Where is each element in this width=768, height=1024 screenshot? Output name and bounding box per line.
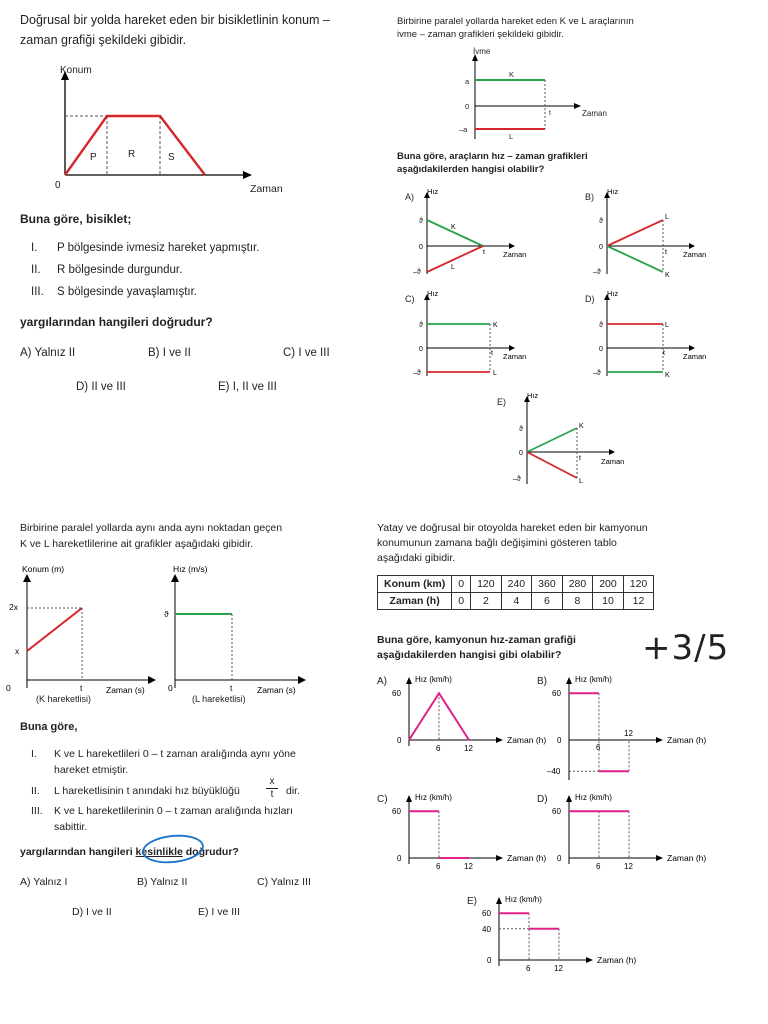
q2-option-c[interactable]: C): [405, 294, 415, 304]
q2-question-line2: aşağıdakilerden hangisi olabilir?: [397, 164, 545, 175]
q4-d-v60: 60: [552, 807, 561, 817]
q4-b-v60: 60: [552, 689, 561, 699]
q1-statement-1: P bölgesinde ivmesiz hareket yapmıştır.: [57, 242, 260, 254]
q4-a-t12: 12: [464, 744, 473, 753]
q4-option-e-graph[interactable]: [467, 890, 637, 990]
q3-option-a[interactable]: A) Yalnız I: [20, 876, 68, 888]
q4-c-t6: 6: [436, 862, 441, 871]
q4-c-v60: 60: [392, 807, 401, 817]
q2-option-e[interactable]: E): [497, 397, 506, 407]
q2-a-zero: 0: [419, 244, 423, 251]
q3-prompt: Buna göre,: [20, 721, 78, 733]
q1-option-b[interactable]: B) I ve II: [148, 347, 191, 359]
q3-l-y-label: Hız (m/s): [173, 564, 208, 574]
q2-b-zero: 0: [599, 244, 603, 251]
q3-k-x: x: [15, 646, 20, 656]
q3-option-b[interactable]: B) Yalnız II: [137, 876, 188, 888]
q4-d-zero: 0: [557, 854, 562, 863]
q2-e-zero: 0: [519, 450, 523, 457]
q2-d-y-label: Hız: [607, 289, 619, 298]
q4-table-cell: 280: [562, 576, 593, 593]
q2-a-l: L: [451, 264, 455, 271]
q4-option-c[interactable]: C): [377, 794, 388, 805]
q4-table-row-time: [378, 593, 654, 610]
q4-option-e[interactable]: E): [467, 896, 477, 907]
q1-statement-3-num: III.: [31, 286, 44, 298]
q4-a-y-label: Hız (km/h): [415, 675, 452, 684]
q3-statement-1-num: I.: [31, 748, 37, 760]
q4-e-t12: 12: [554, 964, 563, 973]
q4-b-vn40: –40: [547, 767, 561, 777]
q4-option-b-graph[interactable]: [537, 670, 707, 780]
q2-a-x-label: Zaman: [503, 250, 527, 259]
q4-table-cell: 10: [593, 593, 624, 610]
q2-d-l: L: [665, 322, 669, 329]
q1-stem-line2: zaman grafiği şekildeki gibidir.: [20, 33, 187, 47]
q4-d-y-label: Hız (km/h): [575, 793, 612, 802]
q2-b-l: L: [665, 214, 669, 221]
q2-option-c-graph[interactable]: [405, 288, 555, 380]
q1-statement-2-num: II.: [31, 264, 41, 276]
q4-stem-line2: konumunun zamana bağlı değişimini gösteren tablo: [377, 537, 617, 549]
q2-acceleration-time-graph: [445, 44, 635, 144]
q3-stem-line1: Birbirine paralel yollarda aynı anda aynı noktadan geçen: [20, 522, 283, 534]
q4-option-b[interactable]: B): [537, 676, 547, 687]
q1-region-p: P: [90, 152, 97, 163]
q3-fraction-den: t: [270, 789, 274, 800]
q2-c-v: ϑ: [419, 322, 423, 329]
q2-a-v: ϑ: [419, 218, 423, 225]
q4-table-cell: 8: [562, 593, 593, 610]
q2-a-label: a: [465, 77, 470, 86]
q4-question-line2: aşağıdakilerden hangisi gibi olabilir?: [377, 649, 562, 661]
question-2: [385, 0, 768, 500]
q2-e-x-label: Zaman: [601, 457, 625, 466]
q1-y-axis-label: Konum: [60, 65, 92, 76]
q4-c-y-arrow: [406, 795, 412, 802]
q1-region-s: S: [168, 152, 175, 163]
q2-neg-a-label: –a: [459, 125, 468, 134]
q4-table-cell: 200: [593, 576, 624, 593]
q2-option-a[interactable]: A): [405, 192, 414, 202]
q3-statement-3: K ve L hareketlilerinin 0 – t zaman aralığında hızları: [54, 805, 293, 817]
q2-d-neg-v: –ϑ: [593, 370, 601, 377]
q2-d-zero: 0: [599, 346, 603, 353]
q3-question-c: doğrudur?: [185, 846, 239, 858]
q4-b-t12: 12: [624, 729, 633, 738]
q4-d-t6: 6: [596, 862, 601, 871]
q1-position-time-graph: [0, 55, 300, 200]
q2-d-x-label: Zaman: [683, 352, 707, 361]
q2-b-t: t: [665, 249, 667, 256]
q3-statement-3-num: III.: [31, 805, 43, 817]
q4-e-x-label: Zaman (h): [597, 955, 637, 965]
question-1: [0, 0, 370, 420]
q4-c-zero: 0: [397, 854, 402, 863]
q4-table-cell: 2: [471, 593, 502, 610]
q3-statement-2-num: II.: [31, 785, 40, 797]
q4-stem-line1: Yatay ve doğrusal bir otoyolda hareket eden bir kamyonun: [377, 522, 648, 534]
q3-k-caption: (K hareketlisi): [36, 694, 92, 704]
q4-table-cell: 0: [452, 576, 471, 593]
q4-e-t6: 6: [526, 964, 531, 973]
q1-region-r: R: [128, 149, 136, 160]
q4-table-row1-label: Konum (km): [378, 576, 452, 593]
q4-option-c-graph[interactable]: [377, 788, 547, 888]
q3-statement-1b: hareket etmiştir.: [54, 764, 129, 776]
q4-option-a[interactable]: A): [377, 676, 387, 687]
q3-k-origin: 0: [6, 683, 11, 693]
q2-option-d[interactable]: D): [585, 294, 595, 304]
q4-e-y-arrow: [496, 897, 502, 904]
q2-a-y-label: Hız: [427, 187, 439, 196]
question-4: [370, 510, 768, 1020]
q3-handwritten-circle: [140, 832, 210, 868]
q2-stem-line2: ivme – zaman grafikleri şekildeki gibidir.: [397, 29, 564, 40]
q3-fraction-num: x: [266, 776, 278, 789]
q3-option-d[interactable]: D) I ve II: [72, 906, 112, 918]
q4-option-a-graph[interactable]: [377, 670, 547, 780]
q1-origin: 0: [55, 180, 61, 191]
q3-l-v: ϑ: [164, 609, 169, 619]
q3-question-a: yargılarından hangileri: [20, 846, 133, 858]
q4-e-x-arrow: [586, 957, 593, 963]
q4-d-y-arrow: [566, 795, 572, 802]
q3-fraction: [266, 776, 278, 801]
q4-b-x-arrow: [656, 737, 663, 743]
q3-question-b: kesinlikle: [135, 846, 183, 858]
q4-table-cell: 240: [501, 576, 532, 593]
q4-b-zero: 0: [557, 736, 562, 745]
q3-l-velocity-graph: [150, 560, 320, 710]
q4-a-y-arrow: [406, 677, 412, 684]
q4-stem-line3: aşağıdaki gibidir.: [377, 552, 456, 564]
q4-a-x-arrow: [496, 737, 503, 743]
q4-b-x-label: Zaman (h): [667, 735, 707, 745]
q2-e-y-label: Hız: [527, 391, 539, 400]
q2-c-k: K: [493, 322, 498, 329]
q2-stem-line1: Birbirine paralel yollarda hareket eden K ve L araçlarının: [397, 16, 634, 27]
q4-d-t12: 12: [624, 862, 633, 871]
q1-statement-3: S bölgesinde yavaşlamıştır.: [57, 286, 197, 298]
q2-e-neg-v: –ϑ: [513, 476, 521, 483]
q4-d-x-label: Zaman (h): [667, 853, 707, 863]
q4-table-cell: 0: [452, 593, 471, 610]
q1-option-d[interactable]: D) II ve III: [76, 381, 126, 393]
q4-b-y-label: Hız (km/h): [575, 675, 612, 684]
q3-k-position-graph: [0, 560, 170, 710]
q3-k-t: t: [80, 683, 83, 693]
q4-table-cell: 120: [623, 576, 654, 593]
q3-k-2x: 2x: [9, 602, 18, 612]
q4-table-row-position: [378, 576, 654, 593]
q4-c-x-label: Zaman (h): [507, 853, 547, 863]
q2-l-label: L: [509, 132, 514, 141]
q2-zero: 0: [465, 102, 470, 111]
q4-table-cell: 4: [501, 593, 532, 610]
q2-a-k: K: [451, 224, 456, 231]
q2-b-k: K: [665, 272, 670, 279]
q2-t-label: t: [549, 110, 551, 117]
q2-x-axis-label: Zaman: [582, 109, 607, 118]
q2-c-l: L: [493, 370, 497, 377]
q2-d-k: K: [665, 372, 670, 379]
q3-l-caption: (L hareketlisi): [192, 694, 246, 704]
q4-handwritten-score: +3/5: [642, 628, 730, 668]
q2-question-line1: Buna göre, araçların hız – zaman grafikleri: [397, 151, 588, 162]
q3-statement-2: L hareketlisinin t anındaki hız büyüklüğü: [54, 785, 240, 797]
q2-c-t: t: [491, 350, 493, 357]
q1-option-c[interactable]: C) I ve III: [283, 347, 330, 359]
q2-e-l: L: [579, 478, 583, 485]
q3-l-x-label: Zaman (s): [257, 685, 296, 695]
q1-question: yargılarından hangileri doğrudur?: [20, 315, 213, 329]
q4-c-t12: 12: [464, 862, 473, 871]
q4-e-v60: 60: [482, 909, 491, 919]
q4-option-d[interactable]: D): [537, 794, 548, 805]
q1-stem-line1: Doğrusal bir yolda hareket eden bir bisikletlinin konum –: [20, 13, 330, 27]
q2-e-k: K: [579, 423, 584, 430]
question-3: [0, 510, 370, 940]
q4-c-y-label: Hız (km/h): [415, 793, 452, 802]
q2-b-v: ϑ: [599, 218, 603, 225]
q2-option-a-graph[interactable]: [405, 186, 555, 278]
q4-a-series-line: [409, 693, 469, 740]
q4-option-d-graph[interactable]: [537, 788, 707, 888]
q4-data-table: [377, 575, 654, 610]
q4-table-cell: 12: [623, 593, 654, 610]
q2-option-b[interactable]: B): [585, 192, 594, 202]
q2-y-axis-label: İvme: [473, 47, 491, 56]
q1-prompt: Buna göre, bisiklet;: [20, 212, 132, 226]
q3-option-e[interactable]: E) I ve III: [198, 906, 241, 918]
q4-e-zero: 0: [487, 956, 492, 965]
q1-option-a[interactable]: A) Yalnız II: [20, 347, 76, 359]
q2-d-t: t: [663, 350, 665, 357]
q2-b-neg-v: –ϑ: [593, 269, 601, 276]
q2-e-v: ϑ: [519, 426, 523, 433]
q3-l-t: t: [230, 683, 233, 693]
q4-a-t6: 6: [436, 744, 441, 753]
q3-statement-3b: sabittir.: [54, 821, 88, 833]
q4-a-zero: 0: [397, 736, 402, 745]
q4-a-x-label: Zaman (h): [507, 735, 547, 745]
q4-e-y-label: Hız (km/h): [505, 895, 542, 904]
q2-c-neg-v: –ϑ: [413, 370, 421, 377]
q2-b-x-label: Zaman: [683, 250, 707, 259]
q2-b-y-label: Hız: [607, 187, 619, 196]
q1-statement-2: R bölgesinde durgundur.: [57, 264, 183, 276]
q1-statement-1-num: I.: [31, 242, 38, 254]
q1-option-e[interactable]: E) I, II ve III: [218, 381, 277, 393]
q3-statement-2-after: dir.: [286, 785, 301, 797]
q4-e-v40: 40: [482, 924, 491, 934]
q3-k-x-label: Zaman (s): [106, 685, 145, 695]
q2-option-b-graph[interactable]: [585, 186, 735, 278]
q2-c-zero: 0: [419, 346, 423, 353]
q2-a-t: t: [483, 249, 485, 256]
q2-k-label: K: [509, 70, 515, 79]
q4-table-row2-label: Zaman (h): [378, 593, 452, 610]
q4-question-line1: Buna göre, kamyonun hız-zaman grafiği: [377, 634, 576, 646]
q3-statement-1: K ve L hareketlileri 0 – t zaman aralığında aynı yöne: [54, 748, 296, 760]
q3-option-c[interactable]: C) Yalnız III: [257, 876, 311, 888]
q4-a-v60: 60: [392, 689, 401, 699]
q3-stem-line2: K ve L hareketlilerine ait grafikler aşağıdaki gibidir.: [20, 538, 254, 550]
q2-a-neg-v: –ϑ: [413, 269, 421, 276]
q4-table-cell: 360: [532, 576, 563, 593]
q1-x-axis-label: Zaman: [250, 183, 283, 195]
q3-l-origin: 0: [168, 683, 173, 693]
q2-option-d-graph[interactable]: [585, 288, 735, 380]
q2-option-e-graph[interactable]: [505, 390, 655, 488]
q2-c-y-label: Hız: [427, 289, 439, 298]
q4-c-x-arrow: [496, 855, 503, 861]
q2-c-x-label: Zaman: [503, 352, 527, 361]
q4-b-t6: 6: [596, 743, 601, 752]
q4-b-y-arrow: [566, 677, 572, 684]
q4-table-cell: 6: [532, 593, 563, 610]
q2-e-t: t: [579, 455, 581, 462]
q3-k-y-label: Konum (m): [22, 564, 65, 574]
q4-d-x-arrow: [656, 855, 663, 861]
q4-table-cell: 120: [471, 576, 502, 593]
q2-d-v: ϑ: [599, 322, 603, 329]
